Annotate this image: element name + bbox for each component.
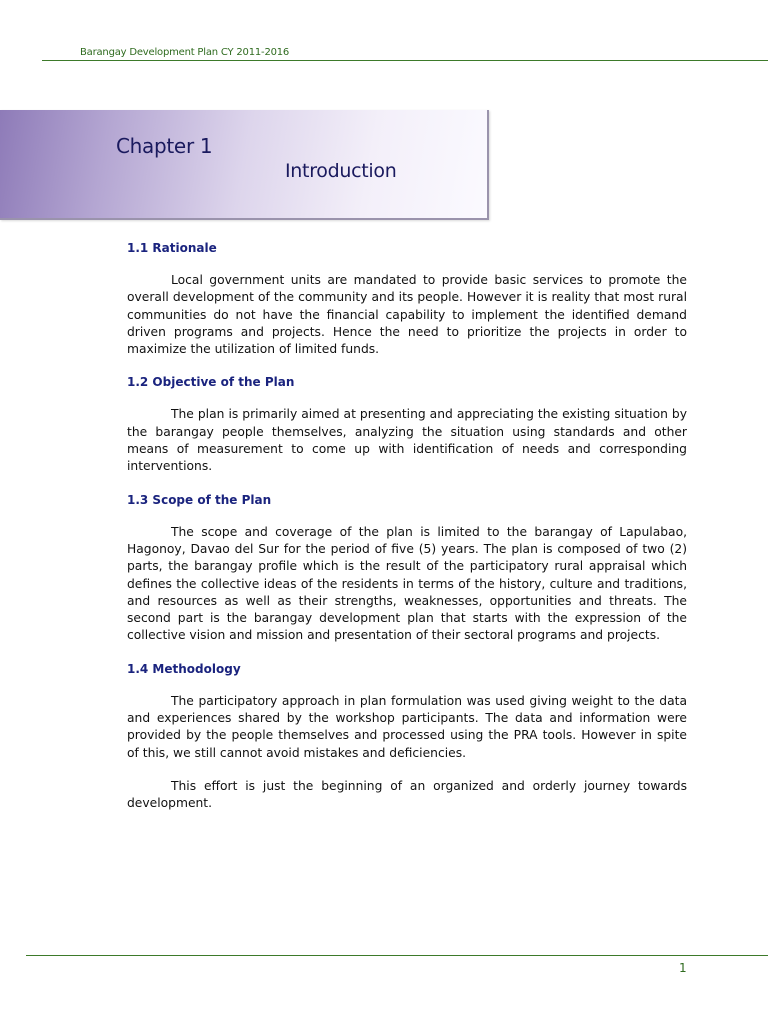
page-number: 1 bbox=[679, 961, 687, 975]
footer-divider bbox=[26, 955, 768, 956]
section-objective bbox=[127, 374, 687, 475]
section-rationale bbox=[127, 240, 687, 358]
document-body bbox=[127, 240, 687, 829]
paragraph: Local government units are mandated to provide basic services to promote the overall development of the community and its people. However it is reality that most rural communities do not have the financial capability to implement the identified demand driven programs and projects. Hence the need to prioritize the projects in order to maximize the utilization of limited funds. bbox=[127, 273, 687, 357]
section-methodology bbox=[127, 661, 687, 813]
paragraph: This effort is just the beginning of an organized and orderly journey towards development. bbox=[127, 778, 687, 811]
header-title: Barangay Development Plan CY 2011-2016 bbox=[80, 47, 290, 58]
chapter-title: Introduction bbox=[285, 160, 397, 182]
section-heading: 1.2 Objective of the Plan bbox=[127, 375, 295, 390]
chapter-label: Chapter 1 bbox=[116, 134, 213, 158]
section-scope bbox=[127, 492, 687, 645]
paragraph: The participatory approach in plan formulation was used giving weight to the data and experiences shared by the workshop participants. The data and information were provided by the people themselves and processed using the PRA tools. However in spite of this, we still cannot avoid mistakes and deficiencies. bbox=[127, 693, 687, 760]
paragraph: The scope and coverage of the plan is limited to the barangay of Lapulabao, Hagonoy, Davao del Sur for the period of five (5) years. The plan is composed of two (2) parts, the barangay profile which is the result of the participatory rural appraisal which defines the collective ideas of the residents in terms of the history, culture and traditions, and resources as well as their strengths, weaknesses, opportunities and threats. The second part is the barangay development plan that starts with the expression of the collective vision and mission and presentation of their sectoral programs and projects. bbox=[127, 524, 687, 643]
section-heading: 1.4 Methodology bbox=[127, 661, 241, 676]
section-heading: 1.3 Scope of the Plan bbox=[127, 492, 272, 507]
paragraph: The plan is primarily aimed at presenting and appreciating the existing situation by the barangay people themselves, analyzing the situation using standards and other means of measurement to come up with identification of needs and corresponding interventions. bbox=[127, 407, 687, 474]
chapter-banner bbox=[0, 110, 489, 220]
section-heading: 1.1 Rationale bbox=[127, 241, 217, 255]
header-divider bbox=[42, 60, 768, 61]
